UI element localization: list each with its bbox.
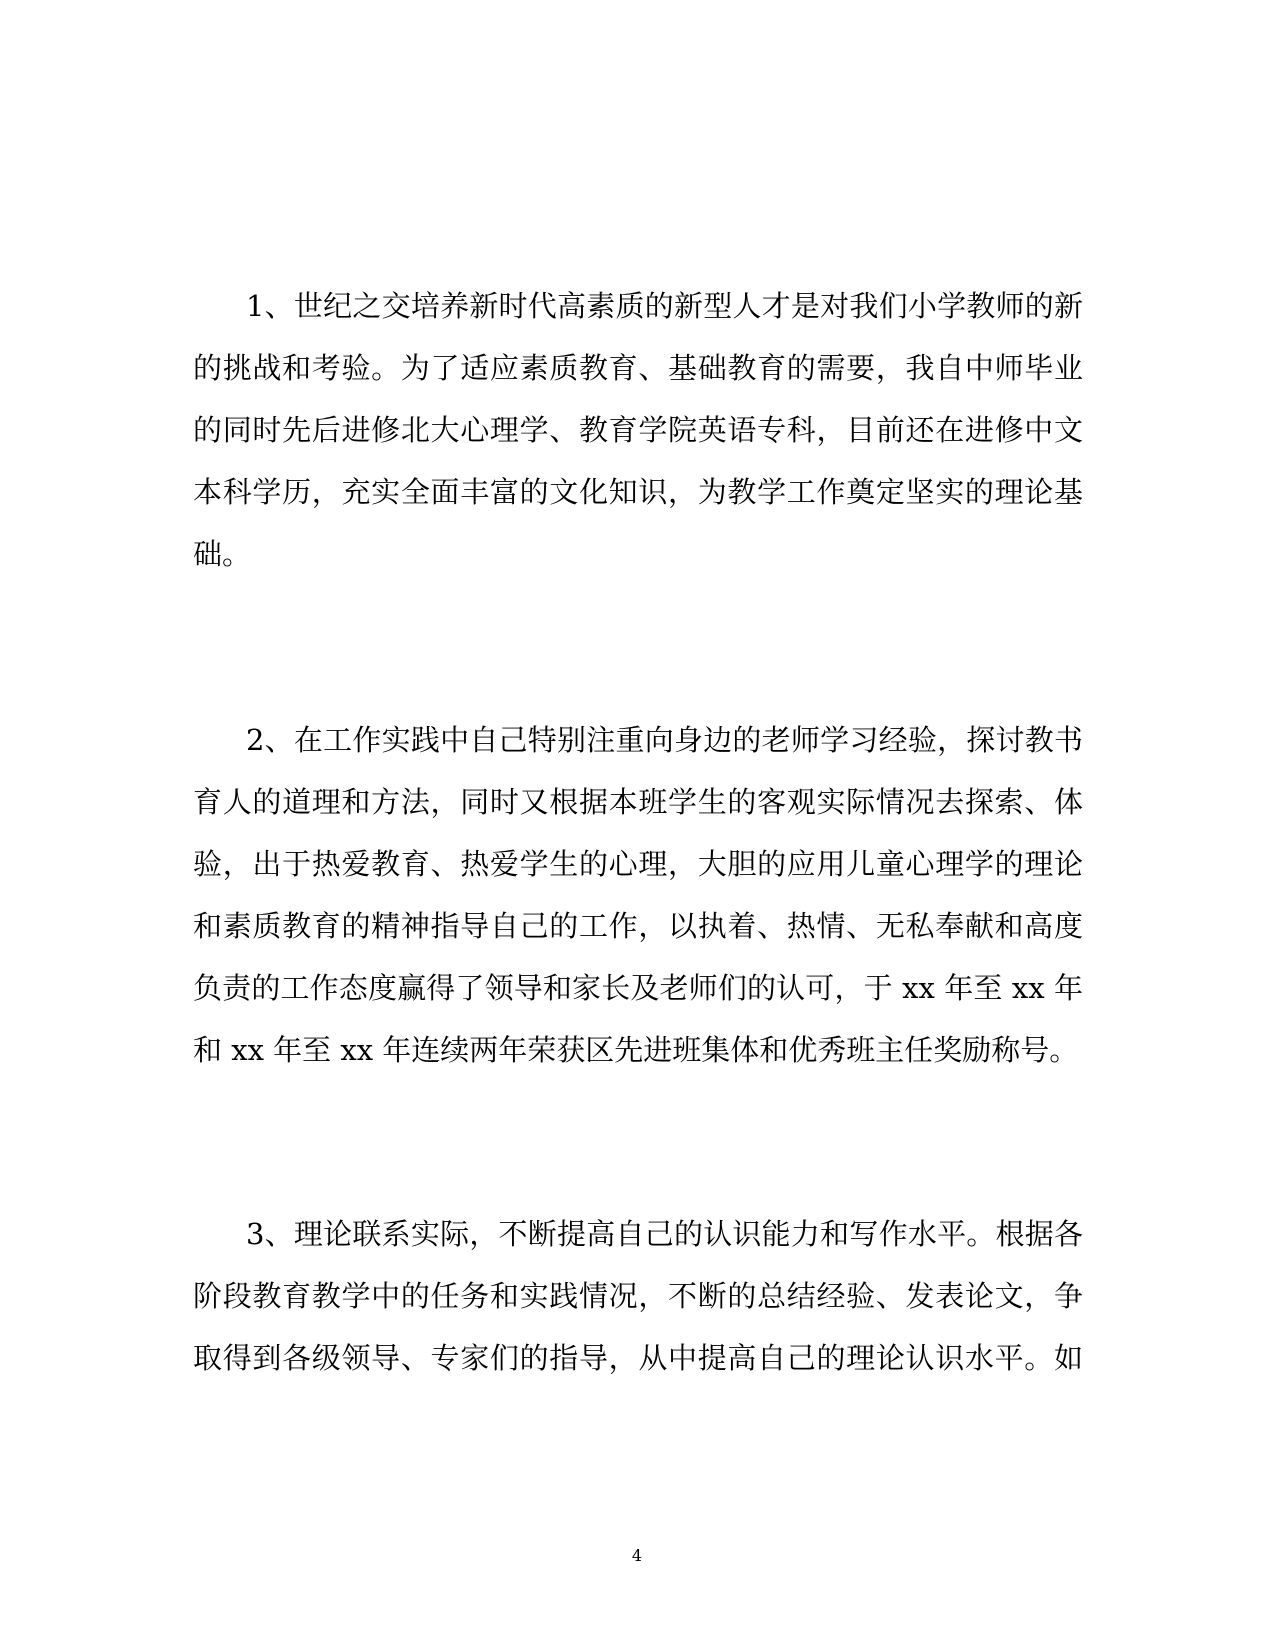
paragraph-line: 1、世纪之交培养新时代高素质的新型人才是对我们小学教师的新	[246, 289, 1083, 323]
paragraph-line: 的同时先后进修北大心理学、教育学院英语专科，目前还在进修中文	[193, 413, 1083, 447]
paragraph-line: 础。	[193, 537, 252, 571]
paragraph-line: 和素质教育的精神指导自己的工作，以执着、热情、无私奉献和高度	[193, 909, 1083, 943]
paragraph-line: 的挑战和考验。为了适应素质教育、基础教育的需要，我自中师毕业	[193, 351, 1083, 385]
page-number: 4	[631, 1546, 643, 1565]
paragraph-line: 取得到各级领导、专家们的指导，从中提高自己的理论认识水平。如	[193, 1341, 1083, 1375]
paragraph-line: 阶段教育教学中的任务和实践情况，不断的总结经验、发表论文，争	[193, 1279, 1083, 1313]
paragraph-line: 负责的工作态度赢得了领导和家长及老师们的认可，于 xx 年至 xx 年	[193, 971, 1083, 1005]
paragraph-line: 3、理论联系实际，不断提高自己的认识能力和写作水平。根据各	[246, 1217, 1083, 1251]
paragraph-line: 2、在工作实践中自己特别注重向身边的老师学习经验，探讨教书	[246, 723, 1083, 757]
paragraph-line: 本科学历，充实全面丰富的文化知识，为教学工作奠定坚实的理论基	[193, 475, 1083, 509]
paragraph-line: 育人的道理和方法，同时又根据本班学生的客观实际情况去探索、体	[193, 785, 1083, 819]
paragraph-line: 和 xx 年至 xx 年连续两年荣获区先进班集体和优秀班主任奖励称号。	[193, 1033, 1079, 1067]
paragraph-line: 验，出于热爱教育、热爱学生的心理，大胆的应用儿童心理学的理论	[193, 847, 1083, 881]
